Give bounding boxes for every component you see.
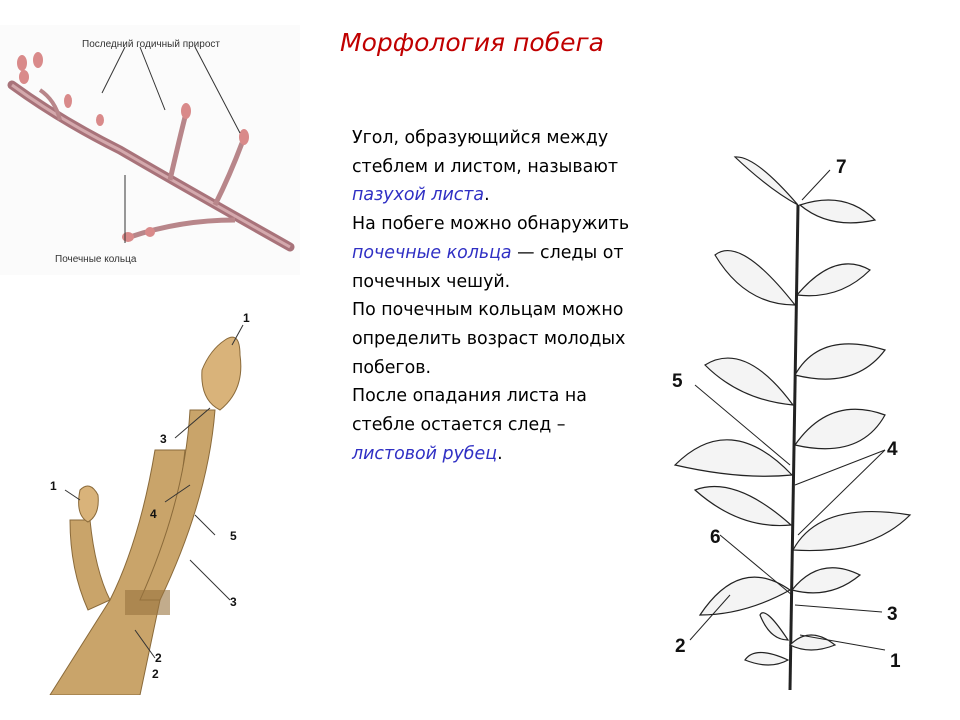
term-leaf-scar: листовой рубец xyxy=(352,443,498,464)
plant-label-2: 2 xyxy=(675,636,686,657)
paragraph-bud-rings xyxy=(352,210,652,296)
twig-illustration xyxy=(40,300,270,695)
paragraph-leaf-scar xyxy=(352,382,652,468)
para2-end: — следы от почечных чешуй. xyxy=(352,242,624,292)
term-leaf-axil: пазухой листа xyxy=(352,185,485,206)
paragraph-leaf-axil xyxy=(352,124,652,210)
slide-title: Морфология побега xyxy=(340,28,604,57)
para2-text: На побеге можно обнаружить xyxy=(352,214,630,235)
plant-label-6: 6 xyxy=(710,527,721,548)
para4-end: . xyxy=(497,443,503,464)
label-annual-growth: Последний годичный прирост xyxy=(82,39,220,50)
twig-label-2a: 2 xyxy=(155,651,162,665)
plant-label-3: 3 xyxy=(887,604,898,625)
term-bud-rings: почечные кольца xyxy=(352,242,512,263)
plant-label-7: 7 xyxy=(836,157,847,178)
twig-label-3a: 3 xyxy=(160,432,167,446)
plant-label-5: 5 xyxy=(672,371,683,392)
twig-label-4: 4 xyxy=(150,507,157,521)
twig-label-2b: 2 xyxy=(152,667,159,681)
para4-text: После опадания листа на стебле остается след – xyxy=(352,386,587,436)
plant-diagram xyxy=(660,145,920,695)
body-text xyxy=(352,124,652,468)
branch-illustration xyxy=(0,25,300,275)
para1-end: . xyxy=(484,185,490,206)
twig-label-1a: 1 xyxy=(243,311,250,325)
twig-label-5: 5 xyxy=(230,529,237,543)
label-bud-rings: Почечные кольца xyxy=(55,254,137,265)
plant-label-1: 1 xyxy=(890,651,901,672)
paragraph-age: По почечным кольцам можно определить возраст молодых побегов. xyxy=(352,300,626,378)
twig-label-1b: 1 xyxy=(50,479,57,493)
para1-text: Угол, образующийся между стеблем и листом, называют xyxy=(352,128,619,177)
twig-label-3b: 3 xyxy=(230,595,237,609)
plant-label-4: 4 xyxy=(887,439,898,460)
